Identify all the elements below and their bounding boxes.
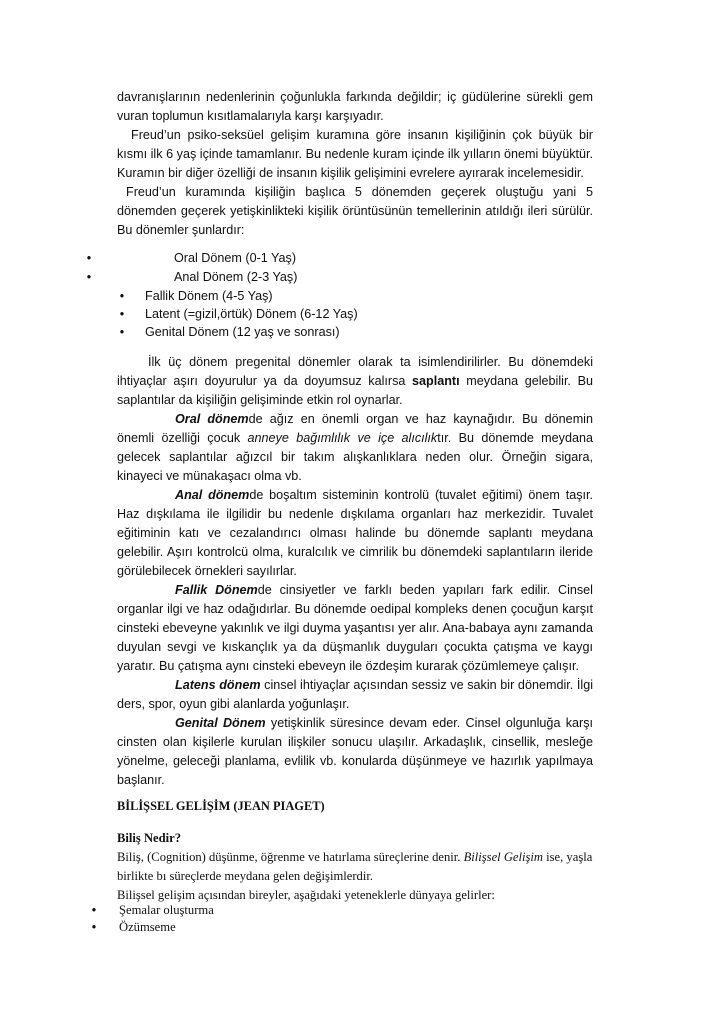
fallik-term: Fallik Dönem	[175, 583, 258, 597]
bullet-icon: •	[91, 920, 97, 934]
bullet-icon: •	[119, 307, 125, 321]
abilities-intro: Bilişsel gelişim açısından bireyler, aşağıdaki yeteneklerle dünyaya gelirler:	[117, 888, 495, 902]
pregenital-paragraph: İlk üç dönem pregenital dönemler olarak ta isimlendirilirler. Bu dönemdeki ihtiyaçlar aşırı doyurulur ya da doyumsuz kalırsa saplantı meydana gelebilir. Bu saplantılar da kişiliğin gelişiminde etkin rol oynarlar.	[117, 355, 593, 407]
piaget-body	[117, 829, 593, 905]
bullet-icon: •	[119, 325, 125, 339]
latens-term: Latens dönem	[175, 678, 261, 692]
oral-paragraph: Oral dönemde ağız en önemli organ ve haz kaynağıdır. Bu dönemin önemli özelliği çocuk anneye bağımlılık ve içe alıcılıktır. Bu dönemde meydana gelecek saplantılar ağızcıl bir takım alışkanlıklara neden olur. Örneğin sigara, kinayeci ve münakaşacı olma vb.	[117, 412, 593, 483]
intro-section	[117, 88, 593, 240]
genital-paragraph: Genital Dönem yetişkinlik süresince devam eder. Cinsel olgunluğa karşı cinsten olan kişilerle kurulan ilişkiler sonucu ulaşılır. Arkadaşlık, cinsellik, mesleğe yönelme, geleceği planlama, evlilik vb. konularda düşünmeye ve hazırlık yapılmaya başlanır.	[117, 716, 593, 787]
bilissel-gelisim-term: Bilişsel Gelişim	[463, 850, 543, 864]
bullet-icon: •	[86, 270, 92, 284]
subheading: Biliş Nedir?	[117, 831, 182, 845]
oral-term: Oral dönem	[175, 412, 249, 426]
cognition-definition: Biliş, (Cognition) düşünme, öğrenme ve hatırlama süreçlerine denir. Bilişsel Gelişim ise, yaşla birlikte bı süreçlerde meydana gelen değişimlerdir.	[117, 850, 593, 883]
anal-paragraph: Anal dönemde boşaltım sisteminin kontrolü (tuvalet eğitimi) önem taşır. Haz dışkılama ile ilgilidir bu nedenle dışkılama organları haz merkezidir. Tuvalet eğitiminin katı ve cezalandırıcı olması halinde bu dönemde saplantı meydana gelebilir. Aşırı kontrolcü olma, kuralcılık ve cimrilik bu dönemdeki saplantıların ileride görülebilecek örnekleri sayılırlar.	[117, 488, 593, 578]
genital-term: Genital Dönem	[175, 716, 266, 730]
intro-continuation: davranışlarının nedenlerinin çoğunlukla farkında değildir; iç güdülerine sürekli gem vuran toplumun kısıtlamalarıyla karşı karşıyadır.	[117, 90, 593, 123]
fallik-paragraph: Fallik Dönemde cinsiyetler ve farklı beden yapıları fark edilir. Cinsel organlar ilgi ve haz odağıdırlar. Bu dönemde oedipal kompleks denen çocuğun karşıt cinsteki ebeveyne yakınlık ve ilgi duyma yaşantısı yer alır. Ana-babaya aynı zamanda duyulan sevgi ve kıskançlık ya da düşmanlık duyguları çocukta çatışma ve kaygı yaratır. Bu çatışma aynı cinsteki ebeveyn ile özdeşim kurarak çözümlemeye çalışır.	[117, 583, 593, 673]
freud-paragraph-1: Freud’un psiko-seksüel gelişim kuramına göre insanın kişiliğinin çok büyük bir kısmı ilk 6 yaş içinde tamamlanır. Bu nedenle kuram içinde ilk yılların önemi büyüktür. Kuramın bir diğer özelliği de insanın kişilik gelişimini evrelere ayırarak incelemesidir.	[117, 128, 593, 180]
bullet-icon: •	[91, 903, 97, 917]
stages-section	[117, 353, 593, 790]
bullet-icon: •	[119, 289, 125, 303]
saplanti-term: saplantı	[412, 374, 460, 388]
anal-term: Anal dönem	[175, 488, 250, 502]
bullet-icon: •	[86, 251, 92, 265]
latens-paragraph: Latens dönem cinsel ihtiyaçlar açısından sessiz ve sakin bir dönemdir. İlgi ders, spor, oyun gibi alanlarda yoğunlaşır.	[117, 678, 593, 711]
section-heading: BİLİŞSEL GELİŞİM (JEAN PIAGET)	[117, 799, 325, 813]
document-page: davranışlarının nedenlerinin çoğunlukla farkında değildir; iç güdülerine sürekli gem vuran toplumun kısıtlamalarıyla karşı karşıyadır. Freud’un psiko-seksüel gelişim kuramına göre insanın kişiliğinin çok büyük bir kısmı ilk 6 yaş içinde tamamlanır. Bu nedenle kuram içinde ilk yılların önemi büyüktür. Kuramın bir diğer özelliği de insanın kişilik gelişimini evrelere ayırarak incelemesidir. Freud’un kuramında kişiliğin başlıca 5 dönemden geçerek oluştuğu yani 5 dönemden geçerek yetişkinlikteki kişilik örüntüsünün temellerinin atıldığı ileri sürülür. Bu dönemler şunlardır: • Oral Dönem (0-1 Yaş) • Anal Dönem (2-3 Yaş) • Fallik Dönem (4-5 Yaş) • Latent (=gizil,örtük) Dönem (6-12 Yaş) • Genital Dönem (12 yaş ve sonrası) İlk üç dönem pregenital dönemler olarak ta isimlendirilirler. Bu dönemdeki ihtiyaçlar aşırı doyurulur ya da doyumsuz kalırsa saplantı meydana gelebilir. Bu saplantılar da kişiliğin gelişiminde etkin rol oynarlar. Oral dönemde ağız en önemli organ ve haz kaynağıdır. Bu dönemin önemli özelliği çocuk anneye bağımlılık ve içe alıcılıktır. Bu dönemde meydana gelecek saplantılar ağızcıl bir takım alışkanlıklara neden olur. Örneğin sigara, kinayeci ve münakaşacı olma vb. Anal dönemde boşaltım sisteminin kontrolü (tuvalet eğitimi) önem taşır. Haz dışkılama ile ilgilidir bu nedenle dışkılama organları haz merkezidir. Tuvalet eğitiminin katı ve cezalandırıcı olması halinde bu dönemde saplantı meydana gelebilir. Aşırı kontrolcü olma, kuralcılık ve cimrilik bu dönemdeki saplantıların ileride görülebilecek örnekleri sayılırlar. Fallik Dönemde cinsiyetler ve farklı beden yapıları fark edilir. Cinsel organlar ilgi ve haz odağıdırlar. Bu dönemde oedipal kompleks denen çocuğun karşıt cinsteki ebeveyne yakınlık ve ilgi duyma yaşantısı yer alır. Ana-babaya aynı zamanda duyulan sevgi ve kıskançlık ya da düşmanlık duyguları çocukta çatışma ve kaygı yaratır. Bu çatışma aynı cinsteki ebeveyn ile özdeşim kurarak çözümlemeye çalışır. Latens dönem cinsel ihtiyaçlar açısından sessiz ve sakin bir dönemdir. İlgi ders, spor, oyun gibi alanlarda yoğunlaşır. Genital Dönem yetişkinlik süresince devam eder. Cinsel olgunluğa karşı cinsten olan kişilerle kurulan ilişkiler sonucu ulaşılır. Arkadaşlık, cinsellik, mesleğe yönelme, geleceği planlama, evlilik vb. konularda düşünmeye ve hazırlık yapılmaya başlanır. BİLİŞSEL GELİŞİM (JEAN PIAGET) Biliş Nedir? Biliş, (Cognition) düşünme, öğrenme ve hatırlama süreçlerine denir. Bilişsel Gelişim ise, yaşla birlikte bı süreçlerde meydana gelen değişimlerdir. Bilişsel gelişim açısından bireyler, aşağıdaki yeteneklerle dünyaya gelirler: • Şemalar oluşturma • Özümseme	[0, 0, 728, 1030]
freud-paragraph-2: Freud’un kuramında kişiliğin başlıca 5 dönemden geçerek oluştuğu yani 5 dönemden geçerek yetişkinlikteki kişilik örüntüsünün temellerinin atıldığı ileri sürülür. Bu dönemler şunlardır:	[117, 185, 593, 237]
piaget-section	[117, 797, 593, 816]
oral-emphasis: anneye bağımlılık ve içe alıcılık	[247, 431, 438, 445]
